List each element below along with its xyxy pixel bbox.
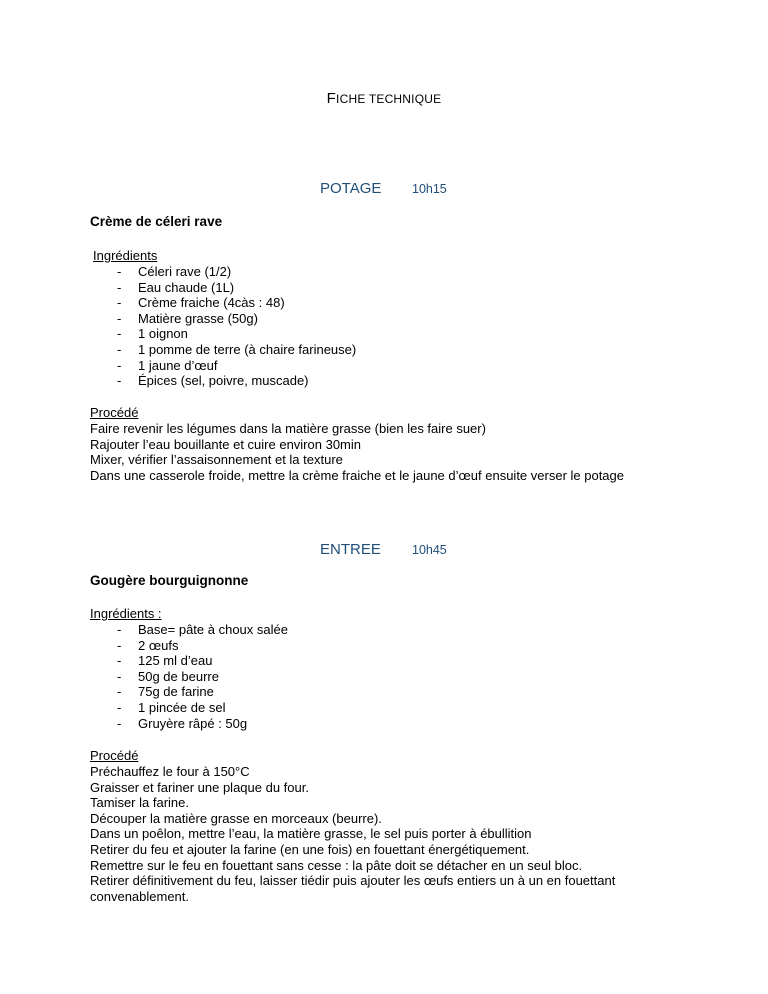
title-rest: ICHE TECHNIQUE	[336, 92, 442, 106]
section-name: ENTREE	[320, 541, 381, 558]
procedure-step: Mixer, vérifier l’assaisonnement et la texture	[90, 452, 343, 468]
ingredients-label: Ingrédients :	[90, 606, 162, 621]
section-time: 10h45	[412, 543, 447, 557]
procedure-step: Faire revenir les légumes dans la matière grasse (bien les faire suer)	[90, 421, 486, 436]
document-title	[0, 90, 768, 107]
section-name: POTAGE	[320, 180, 382, 197]
dish-title: Gougère bourguignonne	[90, 573, 249, 588]
procedure-steps	[90, 764, 615, 904]
procedure-step: Dans une casserole froide, mettre la crème fraiche et le jaune d’œuf ensuite verser le potage	[90, 467, 624, 483]
document-page: FICHE TECHNIQUE POTAGE 10h15 Crème de céleri rave Ingrédients - Céleri rave (1/2) - Eau chaude (1L) - Crème fraiche (4càs : 48) - Matière grasse (50g) - 1 oignon - 1 pomme de terre (à chaire farineuse) - 1 jaune d’œuf - Épices (sel, poivre, muscade) Procédé Faire revenir les légumes dans la matière grasse (bien les faire suer) Rajouter l’eau bouillante et cuire environ 30min Mixer, vérifier l’assaisonnement et la texture Dans une casserole froide, mettre la crème fraiche et le jaune d’œuf ensuite verser le potage ENTREE 10h45 Gougère bourguignonne Ingrédients : - Base= pâte à choux salée - 2 œufs - 125 ml d’eau - 50g de beurre - 75g de farine - 1 pincée de sel - Gruyère râpé : 50g Procédé Préchauffez le four à 150°C Graisser et fariner une plaque du four. Tamiser la farine. Découper la matière grasse en morceaux (beurre). Dans un poêlon, mettre l’eau, la matière grasse, le sel puis porter à ébullition Retirer du feu et ajouter la farine (en une fois) en fouettant énergétiquement. Remettre sur le feu en fouettant sans cesse : la pâte doit se détacher en un seul bloc. Retirer définitivement du feu, laisser tiédir puis ajouter les œufs entiers un à un en fouettant convenablement.	[0, 0, 768, 994]
title-initial: F	[326, 90, 337, 107]
procedure-step: Dans un poêlon, mettre l’eau, la matière grasse, le sel puis porter à ébullition	[90, 826, 532, 842]
procedure-step: Remettre sur le feu en fouettant sans cesse : la pâte doit se détacher en un seul bloc.	[90, 857, 583, 873]
procedure-step: Tamiser la farine.	[90, 795, 189, 811]
procedure-step: Rajouter l’eau bouillante et cuire environ 30min	[90, 436, 361, 452]
procedure-step: Graisser et fariner une plaque du four.	[90, 779, 309, 795]
section-time: 10h15	[412, 182, 447, 196]
procedure-step: Préchauffez le four à 150°C	[90, 764, 250, 779]
procedure-steps	[90, 421, 624, 483]
procedure-step: Retirer du feu et ajouter la farine (en une fois) en fouettant énergétiquement.	[90, 841, 530, 857]
procedure-step: convenablement.	[90, 888, 190, 904]
procedure-step: Découper la matière grasse en morceaux (beurre).	[90, 810, 382, 826]
procedure-label: Procédé	[90, 405, 139, 420]
dish-title: Crème de céleri rave	[90, 214, 223, 229]
section-header-potage	[0, 180, 768, 200]
procedure-label: Procédé	[90, 748, 139, 763]
section-header-entree	[0, 541, 768, 561]
procedure-step: Retirer définitivement du feu, laisser tiédir puis ajouter les œufs entiers un à un en fouettant	[90, 873, 616, 889]
ingredients-label: Ingrédients	[93, 248, 158, 263]
